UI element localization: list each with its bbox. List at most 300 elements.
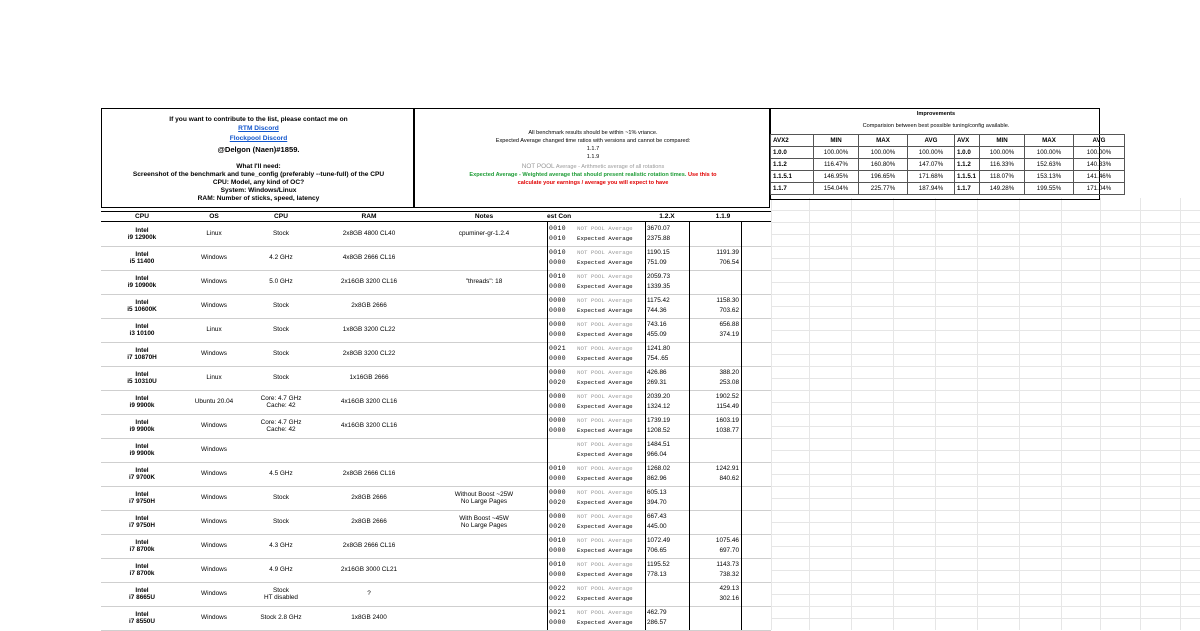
version-119-values: [703, 560, 739, 580]
average-labels: [577, 512, 645, 532]
column-divider: [741, 462, 742, 486]
column-divider: [645, 582, 646, 606]
improvements-cell: 100.00%: [859, 147, 908, 159]
improvements-cell: 187.94%: [908, 183, 955, 195]
not-pool-value: 2039.20: [647, 393, 671, 400]
notes-cell: [421, 318, 547, 342]
table-row: [101, 414, 771, 439]
cpu-config-1: Core: 4.7 GHz: [260, 394, 302, 402]
column-divider: [741, 510, 742, 534]
cpu-config-1: Stock: [273, 326, 289, 334]
grid-line: [771, 342, 1200, 343]
cpu-vendor: Intel: [135, 442, 149, 450]
column-divider: [547, 270, 548, 294]
ram-cell: 2x16GB 3200 CL16: [340, 278, 398, 286]
version-12x-values: [647, 464, 687, 484]
header-version-119: 1.1.9: [715, 213, 731, 220]
cpu-cell: [101, 270, 183, 294]
improvements-cell: 141.46%: [1074, 171, 1125, 183]
average-labels: [577, 464, 645, 484]
os-cell: Windows: [201, 350, 227, 358]
not-pool-average-label: NOT POOL Average: [577, 465, 633, 472]
test-config-1: 0010: [549, 273, 566, 280]
ram-cell: 1x8GB 2400: [351, 614, 387, 622]
expected-value: 744.36: [647, 307, 667, 314]
column-divider: [645, 606, 646, 630]
improvements-cell: 1.0.0: [955, 147, 980, 159]
column-divider: [547, 246, 548, 270]
cpu-cell: [101, 414, 183, 438]
grid-line: [771, 522, 1200, 523]
header-notes: Notes: [474, 213, 494, 220]
header-cpu-config: CPU: [274, 213, 288, 220]
version-12x-values: [647, 560, 687, 580]
not-pool-average-label: NOT POOL Average: [577, 537, 633, 544]
improvements-cell: 146.95%: [814, 171, 859, 183]
cpu-model: i5 10600K: [127, 306, 157, 313]
expected-average-label: Expected Average: [577, 235, 633, 242]
improvements-cell: 116.47%: [814, 159, 859, 171]
test-config-cell: [549, 512, 569, 532]
cpu-cell: [101, 534, 183, 558]
cpu-config-cell: [245, 222, 317, 246]
cpu-config-1: 4.9 GHz: [269, 566, 293, 574]
grid-line: [771, 462, 1200, 463]
version-12x-values: [647, 608, 687, 628]
not-pool-average-label: NOT POOL Average: [577, 561, 633, 568]
expected-value-119: 706.54: [719, 259, 739, 266]
version-119-values: [703, 584, 739, 604]
average-labels: [577, 224, 645, 244]
cpu-vendor: Intel: [135, 562, 149, 570]
column-divider: [645, 294, 646, 318]
notes-cell: [421, 534, 547, 558]
not-pool-average-label: NOT POOL Average: [577, 297, 633, 304]
test-config-2: 0020: [549, 499, 566, 506]
notes-cell: [421, 222, 547, 246]
grid-line: [771, 498, 1200, 499]
cpu-config-cell: [245, 486, 317, 510]
improvements-cell: 100.00%: [1074, 147, 1125, 159]
not-pool-average-label: NOT POOL Average: [577, 225, 633, 232]
improvements-cell: 160.80%: [859, 159, 908, 171]
cpu-config-cell: [245, 582, 317, 606]
cpu-config-cell: [245, 390, 317, 414]
not-pool-value: 667.43: [647, 513, 667, 520]
notes-cell: [421, 366, 547, 390]
not-pool-value-119: 1603.19: [715, 417, 739, 424]
test-config-2: 0000: [549, 307, 566, 314]
ram-cell: 4x16GB 3200 CL16: [340, 422, 398, 430]
column-divider: [689, 510, 690, 534]
column-divider: [547, 582, 548, 606]
grid-line: [771, 582, 1200, 583]
column-divider: [741, 438, 742, 462]
improvements-subtitle: Comparision between best possible tuning/config available.: [862, 123, 1010, 129]
cpu-vendor: Intel: [135, 274, 149, 282]
not-pool-value: 1195.52: [647, 561, 670, 568]
cpu-vendor: Intel: [135, 226, 149, 234]
expected-value: 751.09: [647, 259, 667, 266]
variance-note: All benchmark results should be within ~1% vriance.: [528, 130, 658, 136]
column-divider: [741, 366, 742, 390]
os-cell: Windows: [201, 278, 227, 286]
cpu-config-1: 5.0 GHz: [269, 278, 293, 286]
expected-value: 445.00: [647, 523, 667, 530]
not-pool-value-119: 1143.73: [716, 561, 739, 568]
column-divider: [741, 582, 742, 606]
header-test-config: est Con: [547, 213, 572, 220]
cpu-model: i5 10310U: [127, 378, 157, 385]
not-pool-value: 462.79: [647, 609, 667, 616]
cpu-config-1: Stock 2.8 GHz: [260, 614, 302, 622]
test-config-cell: [549, 536, 569, 556]
test-config-cell: [549, 248, 569, 268]
test-config-cell: [549, 344, 569, 364]
cpu-cell: [101, 558, 183, 582]
column-divider: [645, 510, 646, 534]
not-pool-value-119: 1242.91: [715, 465, 739, 472]
cpu-config-1: Stock: [273, 586, 289, 594]
test-config-cell: [549, 272, 569, 292]
average-labels: [577, 440, 645, 460]
grid-line: [771, 306, 1200, 307]
test-config-1: 0000: [549, 417, 566, 424]
notes-cell: [421, 486, 547, 510]
average-labels: [577, 296, 645, 316]
os-cell: Windows: [201, 614, 227, 622]
expected-average-label: Expected Average: [577, 331, 633, 338]
column-divider: [689, 414, 690, 438]
cpu-config-1: Stock: [273, 230, 289, 238]
average-labels: [577, 584, 645, 604]
test-config-2: 0022: [549, 595, 566, 602]
ram-cell: 2x8GB 2666: [351, 494, 387, 502]
grid-line: [771, 558, 1200, 559]
not-pool-value: 426.86: [647, 369, 667, 376]
notes-2: No Large Pages: [460, 522, 508, 529]
version-119-values: [703, 416, 739, 436]
table-row: [101, 222, 771, 247]
expected-average-label: Expected Average: [577, 499, 633, 506]
not-pool-value: 1484.51: [647, 441, 671, 448]
ram-cell: 2x8GB 2666 CL16: [342, 470, 396, 478]
test-config-2: 0000: [549, 571, 566, 578]
ram-cell: 2x8GB 2666: [351, 302, 387, 310]
not-pool-average-label: NOT POOL Average: [577, 249, 633, 256]
cpu-vendor: Intel: [135, 586, 149, 594]
os-cell: Windows: [201, 254, 227, 262]
version-119-values: [703, 320, 739, 340]
notes-cell: [421, 414, 547, 438]
improvements-row: [771, 183, 1125, 195]
column-divider: [645, 438, 646, 462]
not-pool-average-label: NOT POOL Average: [577, 441, 633, 448]
notes-cell: [421, 294, 547, 318]
improvements-cell: 1.1.5.1: [955, 171, 980, 183]
cpu-cell: [101, 222, 183, 246]
test-config-1: 0021: [549, 345, 566, 352]
ram-cell: 4x16GB 3200 CL16: [340, 398, 398, 406]
grid-line: [771, 258, 1200, 259]
column-divider: [689, 366, 690, 390]
column-divider: [645, 486, 646, 510]
notes-cell: [421, 246, 547, 270]
version-119-values: [703, 464, 739, 484]
test-config-2: 0020: [549, 523, 566, 530]
expected-value-119: 374.19: [719, 331, 739, 338]
expected-average-label: Expected Average: [577, 259, 633, 266]
cpu-config-cell: [245, 558, 317, 582]
not-pool-value-119: 388.20: [719, 369, 739, 376]
expected-average-label: Expected Average: [577, 475, 633, 482]
column-divider: [689, 534, 690, 558]
test-config-2: 0000: [549, 331, 566, 338]
test-config-2: 0000: [549, 403, 566, 410]
cpu-cell: [101, 342, 183, 366]
notes-1: With Boost ~45W: [459, 514, 509, 522]
version-12x-values: [647, 368, 687, 388]
test-config-2: 0000: [549, 427, 566, 434]
need-title: What I'll need:: [236, 163, 281, 170]
cpu-model: i9 9900k: [129, 426, 155, 433]
improvements-cell: 1.1.7: [771, 183, 814, 195]
version-12x-values: [647, 440, 687, 460]
improvements-row: [771, 171, 1125, 183]
cpu-config-cell: [245, 510, 317, 534]
test-config-2: 0000: [549, 283, 566, 290]
not-pool-value: 1268.02: [647, 465, 671, 472]
improvements-header-cell: AVX2: [771, 135, 814, 147]
version-119-values: [703, 248, 739, 268]
header-ram: RAM: [361, 213, 377, 220]
header-version-12x: 1.2.X: [659, 213, 675, 220]
not-pool-average-label: NOT POOL Average: [577, 609, 633, 616]
cpu-config-2: HT disabled: [264, 594, 298, 601]
not-pool-value: 1241.80: [647, 345, 671, 352]
version-2: 1.1.9: [586, 154, 600, 160]
cpu-model: i7 9750H: [129, 522, 155, 529]
improvements-cell: 1.1.7: [955, 183, 980, 195]
improvements-cell: 1.1.5.1: [771, 171, 814, 183]
average-labels: [577, 344, 645, 364]
notes-1: Without Boost ~25W: [454, 490, 514, 498]
expected-average-label: Expected Average: [577, 523, 633, 530]
test-config-cell: [549, 608, 569, 628]
test-config-cell: [549, 560, 569, 580]
version-119-values: [703, 296, 739, 316]
test-config-2: 0000: [549, 259, 566, 266]
table-row: [101, 582, 771, 607]
expected-value-119: 703.62: [719, 307, 739, 314]
column-divider: [689, 318, 690, 342]
test-config-cell: [549, 224, 569, 244]
cpu-config-1: Core: 4.7 GHz: [260, 418, 302, 426]
improvements-header-cell: MAX: [859, 135, 908, 147]
expected-value: 269.31: [647, 379, 667, 386]
expected-value-119: 738.32: [719, 571, 739, 578]
ram-cell: 2x8GB 3200 CL22: [342, 350, 396, 358]
grid-line: [771, 606, 1200, 607]
cpu-cell: [101, 510, 183, 534]
column-divider: [645, 246, 646, 270]
grid-line: [771, 390, 1200, 391]
cpu-model: i7 9750H: [129, 498, 155, 505]
column-divider: [689, 222, 690, 246]
cpu-config-cell: [245, 414, 317, 438]
need-screenshot: Screenshot of the benchmark and tune_config (preferably --tune-full) of the CPU: [132, 171, 385, 178]
os-cell: Ubuntu 20.04: [194, 398, 234, 406]
improvements-cell: 116.33%: [980, 159, 1025, 171]
cpu-config-cell: [245, 270, 317, 294]
cpu-config-cell: [245, 462, 317, 486]
test-config-1: 0010: [549, 249, 566, 256]
not-pool-note: [415, 164, 771, 171]
improvements-cell: 100.00%: [908, 147, 955, 159]
grid-line: [771, 354, 1200, 355]
column-divider: [547, 342, 548, 366]
grid-line: [771, 318, 1200, 319]
need-system: System: Windows/Linux: [220, 187, 297, 194]
os-cell: Linux: [206, 326, 222, 334]
test-config-2: 0010: [549, 235, 566, 242]
column-divider: [741, 414, 742, 438]
grid-line: [771, 570, 1200, 571]
grid-line: [771, 618, 1200, 619]
cpu-config-cell: [245, 534, 317, 558]
table-row: [101, 510, 771, 535]
cpu-config-1: Stock: [273, 350, 289, 358]
contact-handle: @Delgon (Naen)#1859.: [217, 145, 300, 154]
os-cell: Windows: [201, 302, 227, 310]
cpu-vendor: Intel: [135, 514, 149, 522]
cpu-model: i9 12900k: [127, 234, 157, 241]
expected-value-119: 1038.77: [715, 427, 739, 434]
test-config-2: 0000: [549, 475, 566, 482]
cpu-vendor: Intel: [135, 418, 149, 426]
test-config-cell: [549, 584, 569, 604]
notes-cell: [421, 510, 547, 534]
grid-line: [771, 246, 1200, 247]
test-config-cell: [549, 320, 569, 340]
improvements-cell: 171.04%: [1074, 183, 1125, 195]
grid-line: [771, 234, 1200, 235]
column-divider: [645, 558, 646, 582]
not-pool-value: 1175.42: [647, 297, 670, 304]
notes-2: No Large Pages: [460, 498, 508, 505]
cpu-model: i7 9700K: [129, 474, 155, 481]
improvements-header-cell: MAX: [1025, 135, 1074, 147]
improvements-cell: 147.07%: [908, 159, 955, 171]
rtm-discord-link[interactable]: RTM Discord: [238, 125, 279, 132]
column-divider: [689, 438, 690, 462]
column-divider: [645, 222, 646, 246]
notes-cell: [421, 342, 547, 366]
grid-line: [771, 294, 1200, 295]
expected-value-119: 302.16: [719, 595, 739, 602]
expected-value: 394.70: [647, 499, 667, 506]
improvements-cell: 199.55%: [1025, 183, 1074, 195]
expected-value: 966.04: [647, 451, 667, 458]
improvements-cell: 100.00%: [814, 147, 859, 159]
version-12x-values: [647, 296, 687, 316]
expected-value: 1324.12: [647, 403, 671, 410]
cpu-vendor: Intel: [135, 394, 149, 402]
os-cell: Windows: [201, 590, 227, 598]
version-12x-values: [647, 416, 687, 436]
not-pool-average-label: NOT POOL Average: [577, 513, 633, 520]
test-config-1: 0022: [549, 585, 566, 592]
column-divider: [547, 486, 548, 510]
cpu-cell: [101, 582, 183, 606]
grid-line: [771, 270, 1200, 271]
version-12x-values: [647, 272, 687, 292]
test-config-1: 0010: [549, 465, 566, 472]
expected-value: 2375.88: [647, 235, 671, 242]
os-cell: Linux: [206, 230, 222, 238]
os-cell: Windows: [201, 446, 227, 454]
cpu-vendor: Intel: [135, 610, 149, 618]
column-divider: [741, 222, 742, 246]
version-12x-values: [647, 512, 687, 532]
contact-box: [101, 108, 414, 208]
column-divider: [547, 294, 548, 318]
not-pool-average-label: NOT POOL Average: [577, 273, 633, 280]
column-divider: [645, 342, 646, 366]
table-row: [101, 606, 771, 631]
column-divider: [547, 222, 548, 246]
improvements-cell: 1.1.2: [771, 159, 814, 171]
table-row: [101, 462, 771, 487]
ram-cell: 2x8GB 4800 CL40: [342, 230, 396, 238]
not-pool-value-119: 656.88: [719, 321, 739, 328]
improvements-header-cell: AVX: [955, 135, 980, 147]
notes-cell: [421, 270, 547, 294]
expected-value: 862.96: [647, 475, 667, 482]
flockpool-discord-link[interactable]: Flockpool Discord: [229, 135, 288, 142]
not-pool-value-119: 1075.46: [715, 537, 739, 544]
not-pool-value: 1190.15: [647, 249, 670, 256]
average-labels: [577, 248, 645, 268]
column-divider: [741, 390, 742, 414]
grid-line: [771, 510, 1200, 511]
expected-average-label: Expected Average: [577, 307, 633, 314]
test-config-1: 0000: [549, 489, 566, 496]
cpu-config-cell: [245, 246, 317, 270]
average-labels: [577, 392, 645, 412]
expected-value: 455.09: [647, 331, 667, 338]
not-pool-value-119: 1158.30: [716, 297, 739, 304]
average-labels: [577, 320, 645, 340]
notes-cell: [421, 390, 547, 414]
test-config-1: 0010: [549, 537, 566, 544]
version-12x-values: [647, 320, 687, 340]
not-pool-value-119: 1191.39: [716, 249, 739, 256]
column-divider: [547, 414, 548, 438]
column-divider: [689, 390, 690, 414]
cpu-config-1: 4.3 GHz: [269, 542, 293, 550]
header-os: OS: [209, 213, 219, 220]
cpu-config-1: 4.5 GHz: [269, 470, 293, 478]
table-row: [101, 438, 771, 463]
column-divider: [689, 270, 690, 294]
improvements-title: Improvements: [916, 111, 956, 117]
improvements-cell: 118.07%: [980, 171, 1025, 183]
notes-cell: [421, 582, 547, 606]
cpu-vendor: Intel: [135, 322, 149, 330]
cpu-config-1: Stock: [273, 374, 289, 382]
version-12x-values: [647, 248, 687, 268]
